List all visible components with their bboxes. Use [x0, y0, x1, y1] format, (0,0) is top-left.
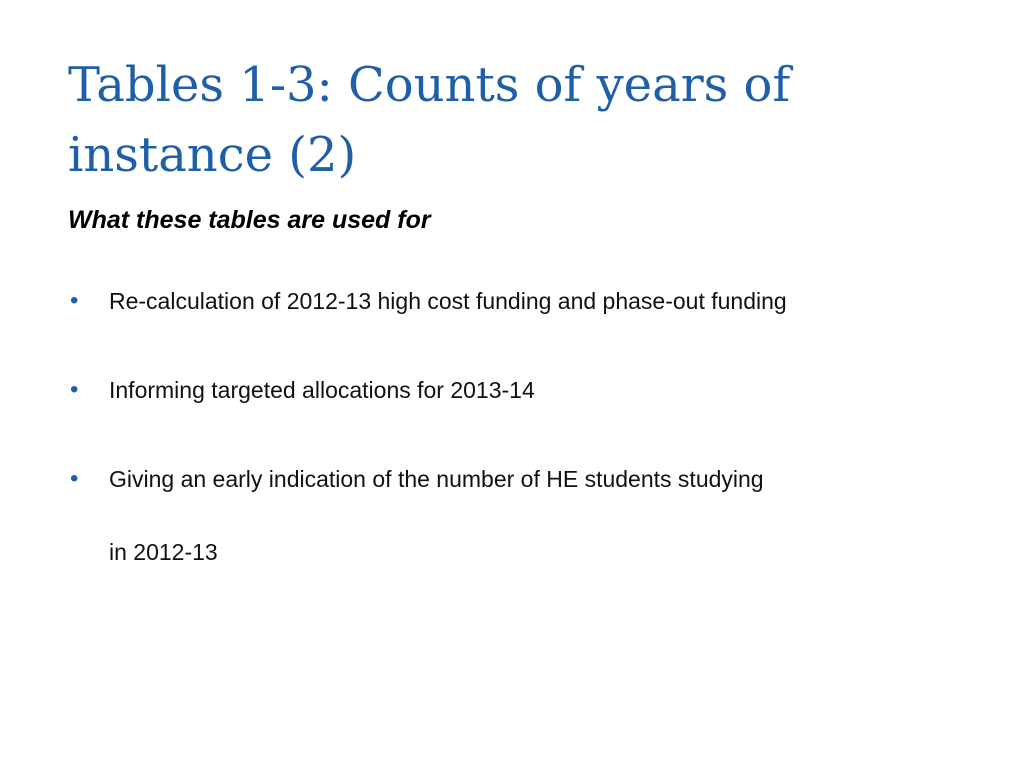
bullet-text	[109, 372, 949, 408]
bullet-text	[109, 283, 949, 319]
bullet-marker: •	[70, 465, 79, 492]
bullet-text-line: Informing targeted allocations for 2013-14	[109, 377, 535, 403]
bullet-text-line: in 2012-13	[109, 539, 218, 565]
bullet-text	[109, 461, 949, 570]
slide-title-line-1: Tables 1-3: Counts of years of	[68, 57, 791, 113]
slide-title	[68, 50, 968, 190]
slide-title-line-2: instance (2)	[68, 127, 357, 183]
bullet-text-line: Giving an early indication of the number of HE students studying	[109, 466, 764, 492]
bullet-marker: •	[70, 376, 79, 403]
bullet-text-line: Re-calculation of 2012-13 high cost funding and phase-out funding	[109, 288, 787, 314]
slide-subtitle: What these tables are used for	[68, 206, 431, 234]
bullet-marker: •	[70, 287, 79, 314]
